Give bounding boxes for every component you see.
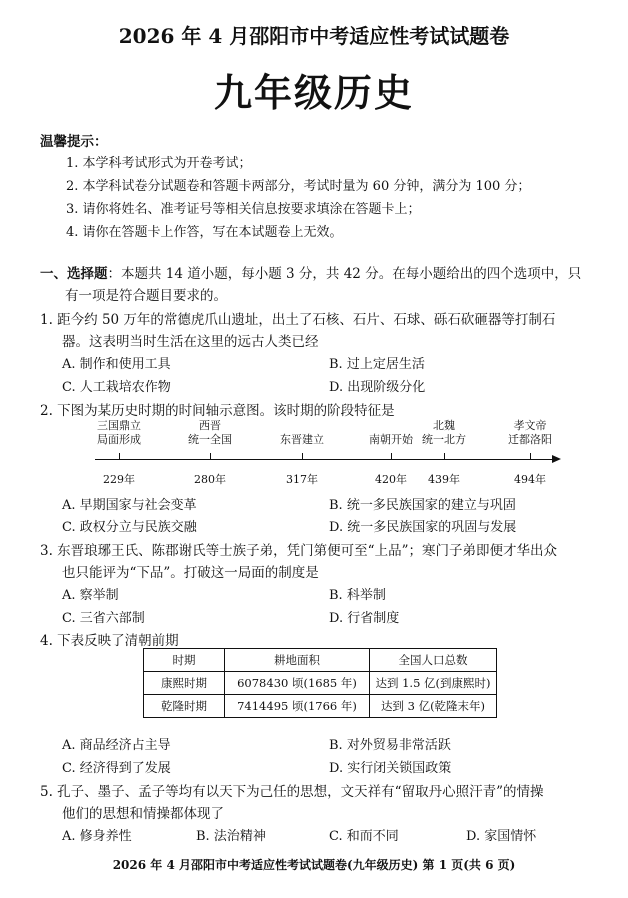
timeline-year: 494年 <box>514 473 546 486</box>
question-5-stem: 5. 孔子、墨子、孟子等均有以天下为己任的思想，文天祥有“留取丹心照汗青”的情操 <box>40 784 544 800</box>
q3-option-a: A. 察举制 <box>62 588 119 603</box>
tip-item: 4. 请你在答题卡上作答，写在本试题卷上无效。 <box>66 225 343 240</box>
timeline-axis <box>95 459 553 460</box>
timeline-year: 420年 <box>375 473 407 486</box>
q2-option-b: B. 统一多民族国家的建立与巩固 <box>329 498 516 513</box>
timeline-tick <box>444 453 445 459</box>
table-cell: 乾隆时期 <box>144 695 225 718</box>
timeline-tick <box>210 453 211 459</box>
timeline-arrow-icon <box>552 455 561 463</box>
timeline-year: 229年 <box>103 473 135 486</box>
q4-option-b: B. 对外贸易非常活跃 <box>329 738 451 753</box>
page-footer: 2026 年 4 月邵阳市中考适应性考试试题卷(九年级历史) 第 1 页(共 6 页) <box>112 858 516 872</box>
timeline-event-line2: 统一全国 <box>188 433 232 446</box>
tip-item: 3. 请你将姓名、准考证号等相关信息按要求填涂在答题卡上； <box>66 202 421 217</box>
timeline-event-line2: 迁都洛阳 <box>508 433 552 446</box>
q5-option-c: C. 和而不同 <box>329 829 399 844</box>
q2-option-c: C. 政权分立与民族交融 <box>62 520 197 535</box>
question-3-stem-cont: 也只能评为“下品”。打破这一局面的制度是 <box>62 565 319 581</box>
q5-option-a: A. 修身养性 <box>62 829 132 844</box>
timeline-event <box>170 419 250 447</box>
timeline-event-line1: 孝文帝 <box>513 419 547 432</box>
timeline-event <box>490 419 570 447</box>
timeline-event-line2: 局面形成 <box>97 433 141 446</box>
table-cell: 康熙时期 <box>144 672 225 695</box>
q1-option-a: A. 制作和使用工具 <box>62 357 171 372</box>
table-cell: 6078430 顷(1685 年) <box>225 672 370 695</box>
timeline-event-line1: 北魏 <box>433 419 455 432</box>
question-1-stem-cont: 器。这表明当时生活在这里的远古人类已经 <box>62 334 319 350</box>
section-label: 一、选择题 <box>40 266 108 282</box>
q1-option-b: B. 过上定居生活 <box>329 357 425 372</box>
timeline-tick <box>391 453 392 459</box>
table-row <box>144 695 497 718</box>
table-cell: 7414495 顷(1766 年) <box>225 695 370 718</box>
section-desc: ：本题共 14 道小题，每小题 3 分，共 42 分。在每小题给出的四个选项中，只 <box>107 266 582 282</box>
table-header-cell: 耕地面积 <box>225 649 370 672</box>
timeline-event-line2: 东晋建立 <box>280 433 324 446</box>
q3-option-c: C. 三省六部制 <box>62 611 145 626</box>
q3-option-d: D. 行省制度 <box>329 611 400 626</box>
timeline-event-line2: 统一北方 <box>422 433 466 446</box>
table-header-cell: 全国人口总数 <box>370 649 497 672</box>
q1-option-d: D. 出现阶级分化 <box>329 380 426 395</box>
question-2-stem: 2. 下图为某历史时期的时间轴示意图。该时期的阶段特征是 <box>40 403 395 419</box>
timeline-event <box>404 419 484 447</box>
q4-option-a: A. 商品经济占主导 <box>62 738 171 753</box>
timeline-tick <box>530 453 531 459</box>
tip-item: 2. 本学科试卷分试题卷和答题卡两部分，考试时量为 60 分钟，满分为 100 分； <box>66 179 531 194</box>
q5-option-b: B. 法治精神 <box>196 829 266 844</box>
q2-option-d: D. 统一多民族国家的巩固与发展 <box>329 520 517 535</box>
table-cell: 达到 1.5 亿(到康熙时) <box>370 672 497 695</box>
question-1-stem: 1. 距今约 50 万年的常德虎爪山遗址，出土了石核、石片、石球、砾石砍砸器等打制石 <box>40 312 556 328</box>
q5-option-d: D. 家国情怀 <box>466 829 537 844</box>
timeline-event <box>262 433 342 447</box>
table-cell: 达到 3 亿(乾隆末年) <box>370 695 497 718</box>
timeline-tick <box>119 453 120 459</box>
timeline-event-line1: 西晋 <box>199 419 221 432</box>
subject-title: 九年级历史 <box>213 70 414 115</box>
q1-option-c: C. 人工栽培农作物 <box>62 380 171 395</box>
question-5-stem-cont: 他们的思想和情操都体现了 <box>62 806 224 822</box>
table-row <box>144 672 497 695</box>
q4-option-d: D. 实行闭关锁国政策 <box>329 761 452 776</box>
tip-item: 1. 本学科考试形式为开卷考试； <box>66 156 252 171</box>
exam-title: 2026 年 4 月邵阳市中考适应性考试试题卷 <box>118 24 510 48</box>
question-3-stem: 3. 东晋琅琊王氏、陈郡谢氏等士族子弟，凭门第便可至“上品”；寒门子弟即便才华出众 <box>40 543 557 559</box>
timeline-year: 280年 <box>194 473 226 486</box>
timeline-event-line2: 南朝开始 <box>369 433 413 446</box>
tips-heading: 温馨提示： <box>40 134 108 150</box>
data-table <box>143 648 497 718</box>
timeline-year: 439年 <box>428 473 460 486</box>
timeline-event <box>79 419 159 447</box>
q2-option-a: A. 早期国家与社会变革 <box>62 498 197 513</box>
table-header-row <box>144 649 497 672</box>
timeline-event-line1: 三国鼎立 <box>97 419 141 432</box>
q4-option-c: C. 经济得到了发展 <box>62 761 171 776</box>
question-4-stem: 4. 下表反映了清朝前期 <box>40 633 179 649</box>
section-heading <box>40 262 581 282</box>
timeline-tick <box>302 453 303 459</box>
q3-option-b: B. 科举制 <box>329 588 386 603</box>
table-header-cell: 时期 <box>144 649 225 672</box>
timeline-year: 317年 <box>286 473 318 486</box>
section-desc-cont: 有一项是符合题目要求的。 <box>65 288 227 304</box>
